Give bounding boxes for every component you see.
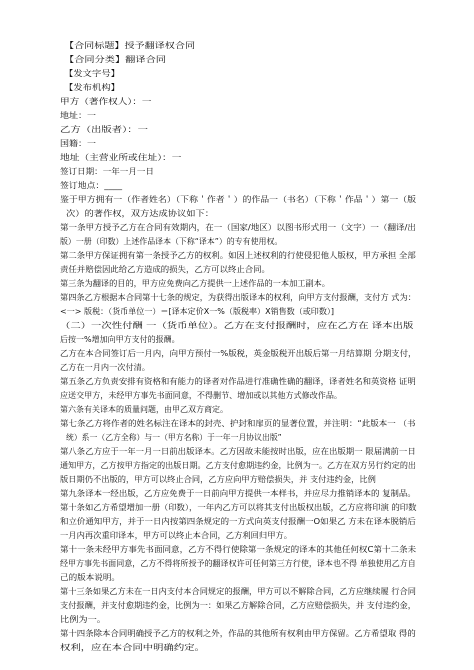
clause-10-line: 一月内再次重印译本，甲方可以终止本合同，乙方利回归甲方。 [60, 531, 293, 541]
clause-11-line: 第十一条未经甲方事先书面同意，乙方不得行使除第一条规定的译本的其他任何权C第十二条未 [60, 545, 417, 555]
meta-doc-number-line: 【发文字号】 [64, 69, 121, 79]
clause-1-line: 第一条甲方授予乙方在合同有效期内，在一（国家/地区）以图书形式用一（文字）一（翻译/出 [60, 223, 416, 233]
clause-4-line: 乙方在本合同签订后一月内，向甲方预付一%版税，英金版税开出版后第一月结算期 分期支付， [60, 349, 417, 359]
party-a-address-line: 地址：一 [60, 111, 97, 121]
signing-place-line: 签订地点：____ [60, 181, 123, 191]
clause-1-line: 版）一册（印数）上述作品译本（下称“译本”）的专有使用权。 [60, 237, 283, 247]
meta-publisher-line: 【发布机构】 [64, 83, 121, 93]
nationality-line: 国籍：一 [60, 139, 97, 149]
clause-5-line: 应送交甲方，未经甲方事先书面同意，不得删节、增加或以其他方式修改作品。 [60, 391, 342, 401]
party-b-line: 乙方（出版者）：一 [60, 125, 148, 135]
clause-7-line: 第七条乙方将作者的姓名标注在译本的封壳、护封和扉页的显著位置，并注明：“此版本一 （书 [60, 419, 416, 429]
clause-7-line: 统）系一（乙方全称）与一（甲方名称）于一年一月协议出版” [66, 433, 282, 443]
clause-2-line: 第二条甲方保证拥有第一条授予乙方的权利。如因上述权利的行使侵犯他人版权，甲方承担 全部 [60, 251, 416, 261]
clause-4-line: 乙方在一月内一次付清。 [60, 363, 151, 373]
clause-8-line: 通知甲方，乙方按甲方指定的出版日期。乙方支付愈期违约金，比例为一。乙方在双方另行约定的出 [60, 461, 417, 471]
clause-2-line: 责任并赔偿因此给乙方造成的损失，乙方可以终止合同。 [60, 265, 270, 275]
clause-9-line: 第九条译本一经出版，乙方应免费于一日前向甲方提供一本样书，并应尽力推销译本的 复制品。 [60, 489, 416, 499]
clause-14-line: 权利，应在本合同中明确约定。 [60, 643, 205, 653]
meta-title-line: 【合同标题】授予翻译权合同 [64, 41, 196, 51]
clause-8-line: 版日期仍不出版的，甲方可以终止合同，乙方应向甲方赔偿损失，并 支付违约金，比例 [60, 475, 376, 485]
clause-10-line: 第十条如乙方希望增加一册（印数），一年内乙方可以将其支付出版权出版，乙方应将印演 的印数 [60, 503, 417, 513]
recital-line: 次）的著作权，双方达成协议如下： [66, 209, 215, 219]
clause-13-line: 比例为一。 [60, 615, 107, 625]
party-b-address-line: 地址（主营业所或住址）：一 [60, 153, 182, 163]
clause-5-line: 第五条乙方负责安排有资格和有能力的译者对作品进行准确性确的翻译，译者姓名和英资格 证明 [60, 377, 416, 387]
clause-6-line: 第六条有关译本的质量问题，由甲乙双方商定。 [60, 405, 229, 415]
clause-10-line: 和立价通知甲方，并于一日内按第四条规定的一方式向英支付报酬一O如果乙 方未在译本脱销后 [60, 517, 416, 527]
clause-4-line: 第四条乙方根据本合同第十七条的规定，为获得出版译本的权利，向甲方支付报酬，支付方 式为： [60, 293, 416, 303]
meta-category-line: 【合同分类】翻译合同 [64, 55, 166, 65]
clause-13-line: 支付报酬，并支付愈期违约金，比例为一：如果乙方解除合同，乙方应赔偿损失，并 支付违约金， [60, 601, 416, 611]
party-a-line: 甲方（著作权人）：一 [60, 97, 152, 107]
clause-4-line: <一> 版税：（货币单位一）＝[译本定价X一%（版税率）X销售数（或印数）] [60, 307, 335, 317]
clause-3-line: 第三条为翻译的目的，甲方应免费向乙方提供一上述作品的一本加工副本。 [60, 279, 330, 289]
clause-4-line: （二）一次性付酬 一（货币单位）。乙方在支付报酬时，应在乙方在 译本出版 [60, 321, 414, 331]
clause-8-line: 第八条乙方应于一年一月一日前出版译本。乙方因故未能按时出版，应在出版期一 限届满前一日 [60, 447, 416, 457]
clause-14-line: 第十四条除本合同明确授予乙方的权利之外，作品的其他所有权利由甲方保留。乙方希望取 得的 [60, 629, 416, 639]
clause-4-line: 后按一%增加向甲方支付的报酬。 [60, 335, 180, 345]
clause-13-line: 第十三条如果乙方未在一日内支付本合同规定的报酬，甲方可以不解除合同，乙方应继续履 行合同 [60, 587, 416, 597]
clause-11-line: 己的版本说明。 [60, 573, 120, 583]
signing-date-line: 签订日期：一年一月一日 [60, 167, 154, 177]
clause-11-line: 经甲方事先书面同意，乙方不得将所授予的翻译权许可任何第三方行使，译本也不得 单独使用乙方自 [60, 559, 416, 569]
recital-line: 鉴于甲方拥有一（作者姓名）（下称＇作者＇）的作品一（书名）（下称＇作品＇）第一（版 [60, 195, 417, 205]
